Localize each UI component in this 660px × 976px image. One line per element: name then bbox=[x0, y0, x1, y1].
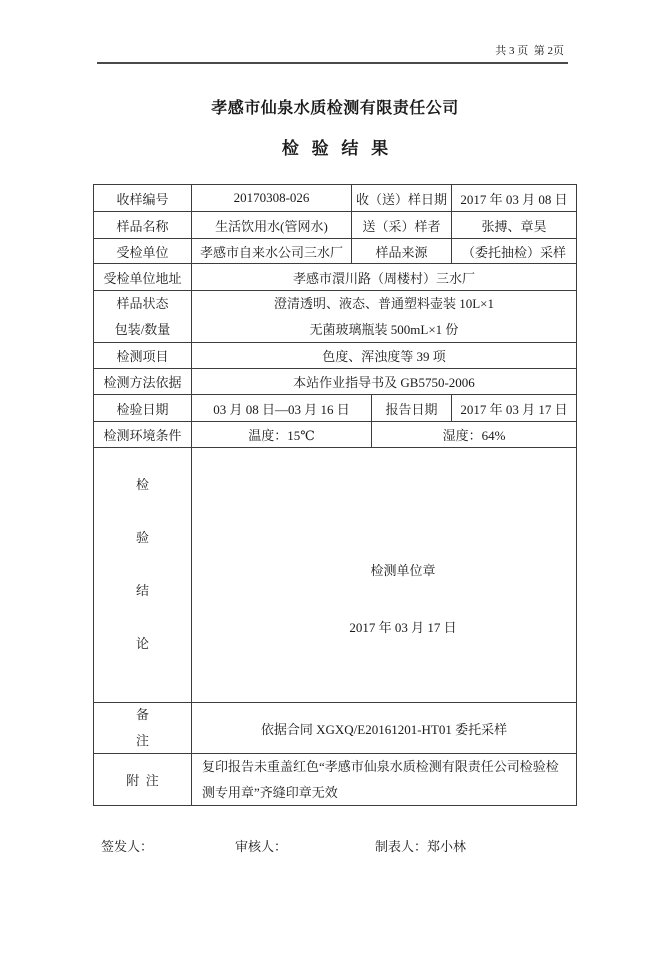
receive-date-value: 2017 年 03 月 08 日 bbox=[451, 185, 576, 211]
table-row-test-date bbox=[94, 394, 576, 421]
sample-state-label-line2: 包装/数量 bbox=[114, 321, 171, 337]
test-items-value: 色度、浑浊度等 39 项 bbox=[191, 343, 576, 368]
page-number-info: 共 3 页 第 2页 bbox=[495, 45, 564, 57]
conclusion-char-2: 验 bbox=[135, 530, 149, 545]
table-row-inspected-unit bbox=[94, 238, 576, 263]
note-label: 附 注 bbox=[126, 773, 159, 788]
sample-name-label: 样品名称 bbox=[116, 218, 169, 234]
sample-state-value bbox=[191, 291, 576, 342]
env-conditions-label: 检测环境条件 bbox=[103, 428, 182, 443]
env-humidity-value: 湿度：64% bbox=[371, 422, 576, 447]
table-row-method-basis bbox=[94, 368, 576, 394]
method-basis-value: 本站作业指导书及 GB5750-2006 bbox=[191, 369, 576, 394]
note-value-line2: 测专用章”齐缝印章无效 bbox=[202, 784, 338, 800]
table-row-sample-name bbox=[94, 211, 576, 238]
conclusion-label bbox=[94, 448, 191, 702]
signature-row bbox=[101, 836, 660, 855]
sample-name-value: 生活饮用水(管网水) bbox=[191, 212, 351, 238]
report-date-value: 2017 年 03 月 17 日 bbox=[451, 395, 576, 421]
stamp-placeholder-label: 检测单位章 bbox=[370, 563, 436, 578]
table-row-conclusion bbox=[94, 447, 576, 702]
sample-source-value: （委托抽检）采样 bbox=[451, 239, 576, 263]
table-row-env-conditions bbox=[94, 421, 576, 447]
receive-date-label: 收（送）样日期 bbox=[351, 185, 451, 211]
sample-state-label-line1: 样品状态 bbox=[116, 295, 169, 311]
unit-address-label: 受检单位地址 bbox=[103, 270, 182, 286]
conclusion-date: 2017 年 03 月 17 日 bbox=[349, 620, 457, 635]
remark-label bbox=[94, 703, 191, 753]
method-basis-label: 检测方法依据 bbox=[103, 375, 182, 390]
page-header bbox=[97, 42, 568, 64]
table-row-sample-no bbox=[94, 185, 576, 211]
sample-state-value-line2: 无菌玻璃瓶装 500mL×1 份 bbox=[309, 321, 459, 337]
sample-source-label: 样品来源 bbox=[351, 239, 451, 263]
inspection-result-table bbox=[93, 184, 577, 806]
env-temperature-value: 温度：15℃ bbox=[191, 422, 371, 447]
report-date-label: 报告日期 bbox=[371, 395, 451, 421]
inspected-unit-value: 孝感市自来水公司三水厂 bbox=[191, 239, 351, 263]
sample-no-value: 20170308-026 bbox=[191, 185, 351, 211]
table-row-test-items bbox=[94, 342, 576, 368]
table-row-unit-address bbox=[94, 263, 576, 290]
remark-value: 依据合同 XGXQ/E20161201-HT01 委托采样 bbox=[191, 703, 576, 753]
table-row-sample-state bbox=[94, 290, 576, 342]
preparer-label: 制表人：郑小林 bbox=[375, 839, 467, 854]
document-subtitle: 检 验 结 果 bbox=[281, 139, 389, 158]
note-value bbox=[191, 754, 576, 805]
table-row-note bbox=[94, 753, 576, 805]
conclusion-char-3: 结 bbox=[135, 583, 149, 598]
header-divider-line bbox=[97, 62, 568, 64]
sample-no-label: 收样编号 bbox=[116, 191, 169, 207]
conclusion-char-1: 检 bbox=[135, 477, 149, 492]
company-title: 孝感市仙泉水质检测有限责任公司 bbox=[211, 100, 459, 117]
note-value-line1: 复印报告未重盖红色“孝感市仙泉水质检测有限责任公司检验检 bbox=[202, 758, 559, 774]
remark-label-line2: 注 bbox=[135, 733, 149, 748]
signer-label: 签发人： bbox=[101, 839, 154, 854]
conclusion-body bbox=[191, 448, 576, 702]
sample-state-label bbox=[94, 291, 191, 342]
test-date-label: 检验日期 bbox=[116, 401, 169, 417]
test-items-label: 检测项目 bbox=[116, 349, 169, 364]
inspected-unit-label: 受检单位 bbox=[116, 244, 169, 260]
test-date-value: 03 月 08 日—03 月 16 日 bbox=[191, 395, 371, 421]
conclusion-char-4: 论 bbox=[135, 636, 149, 651]
unit-address-value: 孝感市澴川路（周楼村）三水厂 bbox=[191, 264, 576, 290]
reviewer-label: 审核人： bbox=[235, 839, 288, 854]
sampler-value: 张搏、章昊 bbox=[451, 212, 576, 238]
sampler-label: 送（采）样者 bbox=[351, 212, 451, 238]
table-row-remark bbox=[94, 702, 576, 753]
remark-label-line1: 备 bbox=[135, 707, 149, 722]
sample-state-value-line1: 澄清透明、液态、普通塑料壶装 10L×1 bbox=[273, 295, 495, 311]
